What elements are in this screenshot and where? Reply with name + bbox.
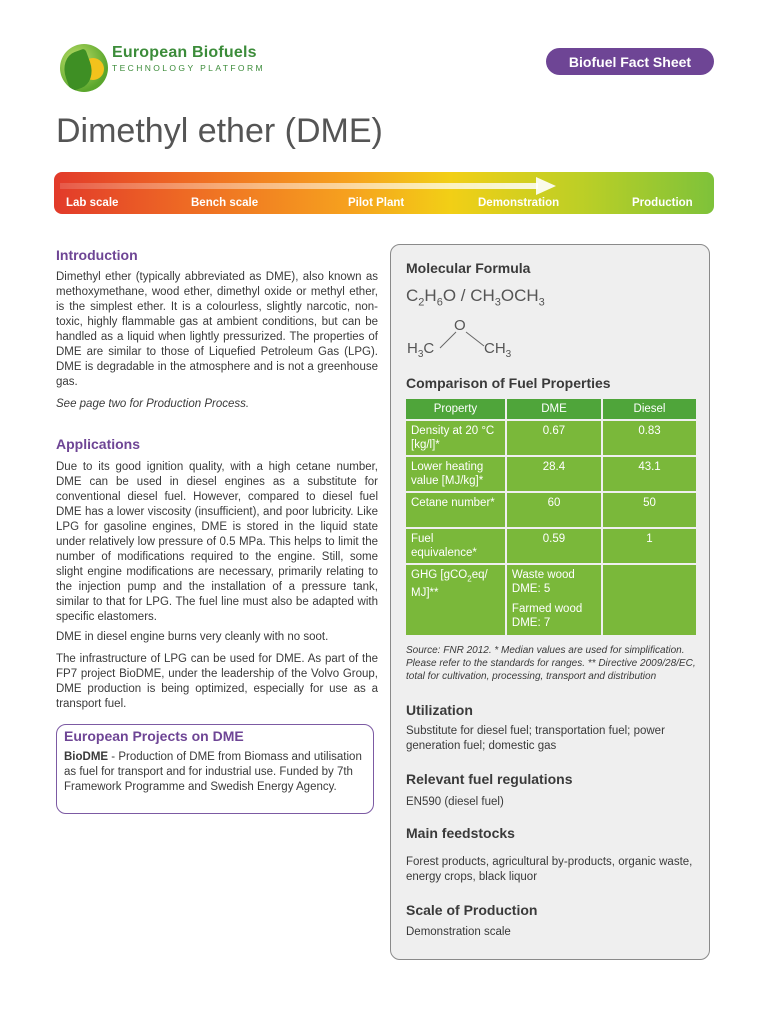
structure-left-methyl: $H_3C$: [407, 340, 435, 360]
page-title: Dimethyl ether (DME): [56, 112, 383, 150]
property-cell: Fuel equivalence*: [406, 529, 505, 563]
table-row: [406, 529, 696, 563]
property-cell-ghg: GHG [gCO$_2$eq/ MJ]**: [406, 565, 505, 635]
table-row: [406, 565, 696, 635]
logo-icon: [60, 44, 108, 92]
diesel-cell: 1: [603, 529, 696, 563]
diesel-cell: 50: [603, 493, 696, 527]
applications-text-2: DME in diesel engine burns very cleanly with no soot.: [56, 631, 329, 643]
structure-right-methyl: $CH_3$: [484, 340, 512, 360]
applications-text-3: The infrastructure of LPG can be used for DME. As part of the FP7 project BioDME, under the leadership of the Volvo Group, DME production is being optimized, especially for use as a transport fuel.: [56, 653, 378, 710]
progress-arrow-line: [60, 183, 538, 189]
regulations-heading: Relevant fuel regulations: [406, 771, 573, 787]
dme-cell: 28.4: [507, 457, 601, 491]
diesel-cell-ghg: [603, 565, 696, 635]
stage-pilot-plant: Pilot Plant: [348, 197, 405, 209]
introduction-heading: Introduction: [56, 247, 138, 263]
table-row: [406, 493, 696, 527]
applications-heading: Applications: [56, 436, 141, 452]
project-description: - Production of DME from Biomass and utilisation as fuel for transport and for industrial use. Funded by 7th Framework Programme and Swedish Energy Agency.: [64, 751, 362, 793]
regulations-text: EN590 (diesel fuel): [406, 796, 504, 808]
scale-of-production-heading: Scale of Production: [406, 902, 538, 918]
feedstocks-text: Forest products, agricultural by-products, organic waste, energy crops, black liquor: [406, 856, 693, 883]
scale-of-production-text: Demonstration scale: [406, 926, 511, 938]
fact-sheet-badge: Biofuel Fact Sheet: [546, 48, 714, 75]
utilization-text: Substitute for diesel fuel; transportation fuel; power generation fuel; domestic gas: [406, 725, 665, 752]
introduction-note: See page two for Production Process.: [56, 398, 250, 410]
stage-demonstration: Demonstration: [478, 197, 560, 209]
header-property: Property: [406, 399, 505, 419]
structure-oxygen: O: [454, 317, 466, 334]
introduction-text: Dimethyl ether (typically abbreviated as DME), also known as methoxymethane, wood ether, dimethyl oxide or methyl ether, is the simplest ether. It is a colourless, slightly narcotic, non-toxic, highly flammable gas at ambient conditions, but can be handled as a liquid when lightly pressurized. The properties of DME are similar to those of Liquefied Petroleum Gas (LPG). DME is degradable in the atmosphere and is not a greenhouse gas.: [56, 271, 378, 388]
dme-cell: 0.67: [507, 421, 601, 455]
dme-cell: 60: [507, 493, 601, 527]
stage-lab-scale: Lab scale: [66, 197, 119, 209]
property-cell: Cetane number*: [406, 493, 505, 527]
dme-cell: 0.59: [507, 529, 601, 563]
project-name: BioDME: [64, 751, 109, 763]
progress-arrow-icon: [536, 177, 556, 195]
header-diesel: Diesel: [603, 399, 696, 419]
header-dme: DME: [507, 399, 601, 419]
diesel-cell: 0.83: [603, 421, 696, 455]
applications-text-1: Due to its good ignition quality, with a high cetane number, DME can be used in diesel engines as a substitute for conventional diesel fuel. However, compared to diesel fuel DME has a lower viscosity (insufficient), and poor lubricity. Like LPG for gasoline engines, DME is stored in the liquid state under relatively low pressure of 0.5 MPa. This helps to limit the number of modifications required to the engine. Still, some slight engine modifications are necessary, primarily relating to the injection pump and the installation of a pressure tank, similar to that for LPG. The fuel line must also be adapted with specific elastomers.: [56, 461, 378, 623]
property-cell: Lower heating value [MJ/kg]*: [406, 457, 505, 491]
molecular-formula-heading: Molecular Formula: [406, 260, 531, 276]
utilization-heading: Utilization: [406, 702, 473, 718]
logo-title: European Biofuels: [112, 44, 257, 61]
molecular-formula: $C_2H_6O / CH_3OCH_3$: [406, 286, 545, 309]
projects-text: [64, 750, 366, 795]
table-header-row: [406, 399, 696, 419]
feedstocks-heading: Main feedstocks: [406, 825, 515, 841]
fuel-properties-table: [404, 397, 698, 637]
stage-bench-scale: Bench scale: [191, 197, 259, 209]
logo-subtitle: TECHNOLOGY PLATFORM: [112, 63, 265, 73]
projects-heading: European Projects on DME: [64, 728, 244, 744]
comparison-heading: Comparison of Fuel Properties: [406, 375, 611, 391]
property-cell: Density at 20 °C [kg/l]*: [406, 421, 505, 455]
table-row: [406, 421, 696, 455]
table-source-note: Source: FNR 2012. * Median values are used for simplification. Please refer to the standards for ranges. ** Directive 2009/28/EC, total for cultivation, processing, transport and distribution: [406, 645, 696, 682]
dme-cell-ghg: Waste wood DME: 5 Farmed wood DME: 7: [507, 565, 601, 635]
table-row: [406, 457, 696, 491]
diesel-cell: 43.1: [603, 457, 696, 491]
stage-production: Production: [632, 197, 693, 209]
